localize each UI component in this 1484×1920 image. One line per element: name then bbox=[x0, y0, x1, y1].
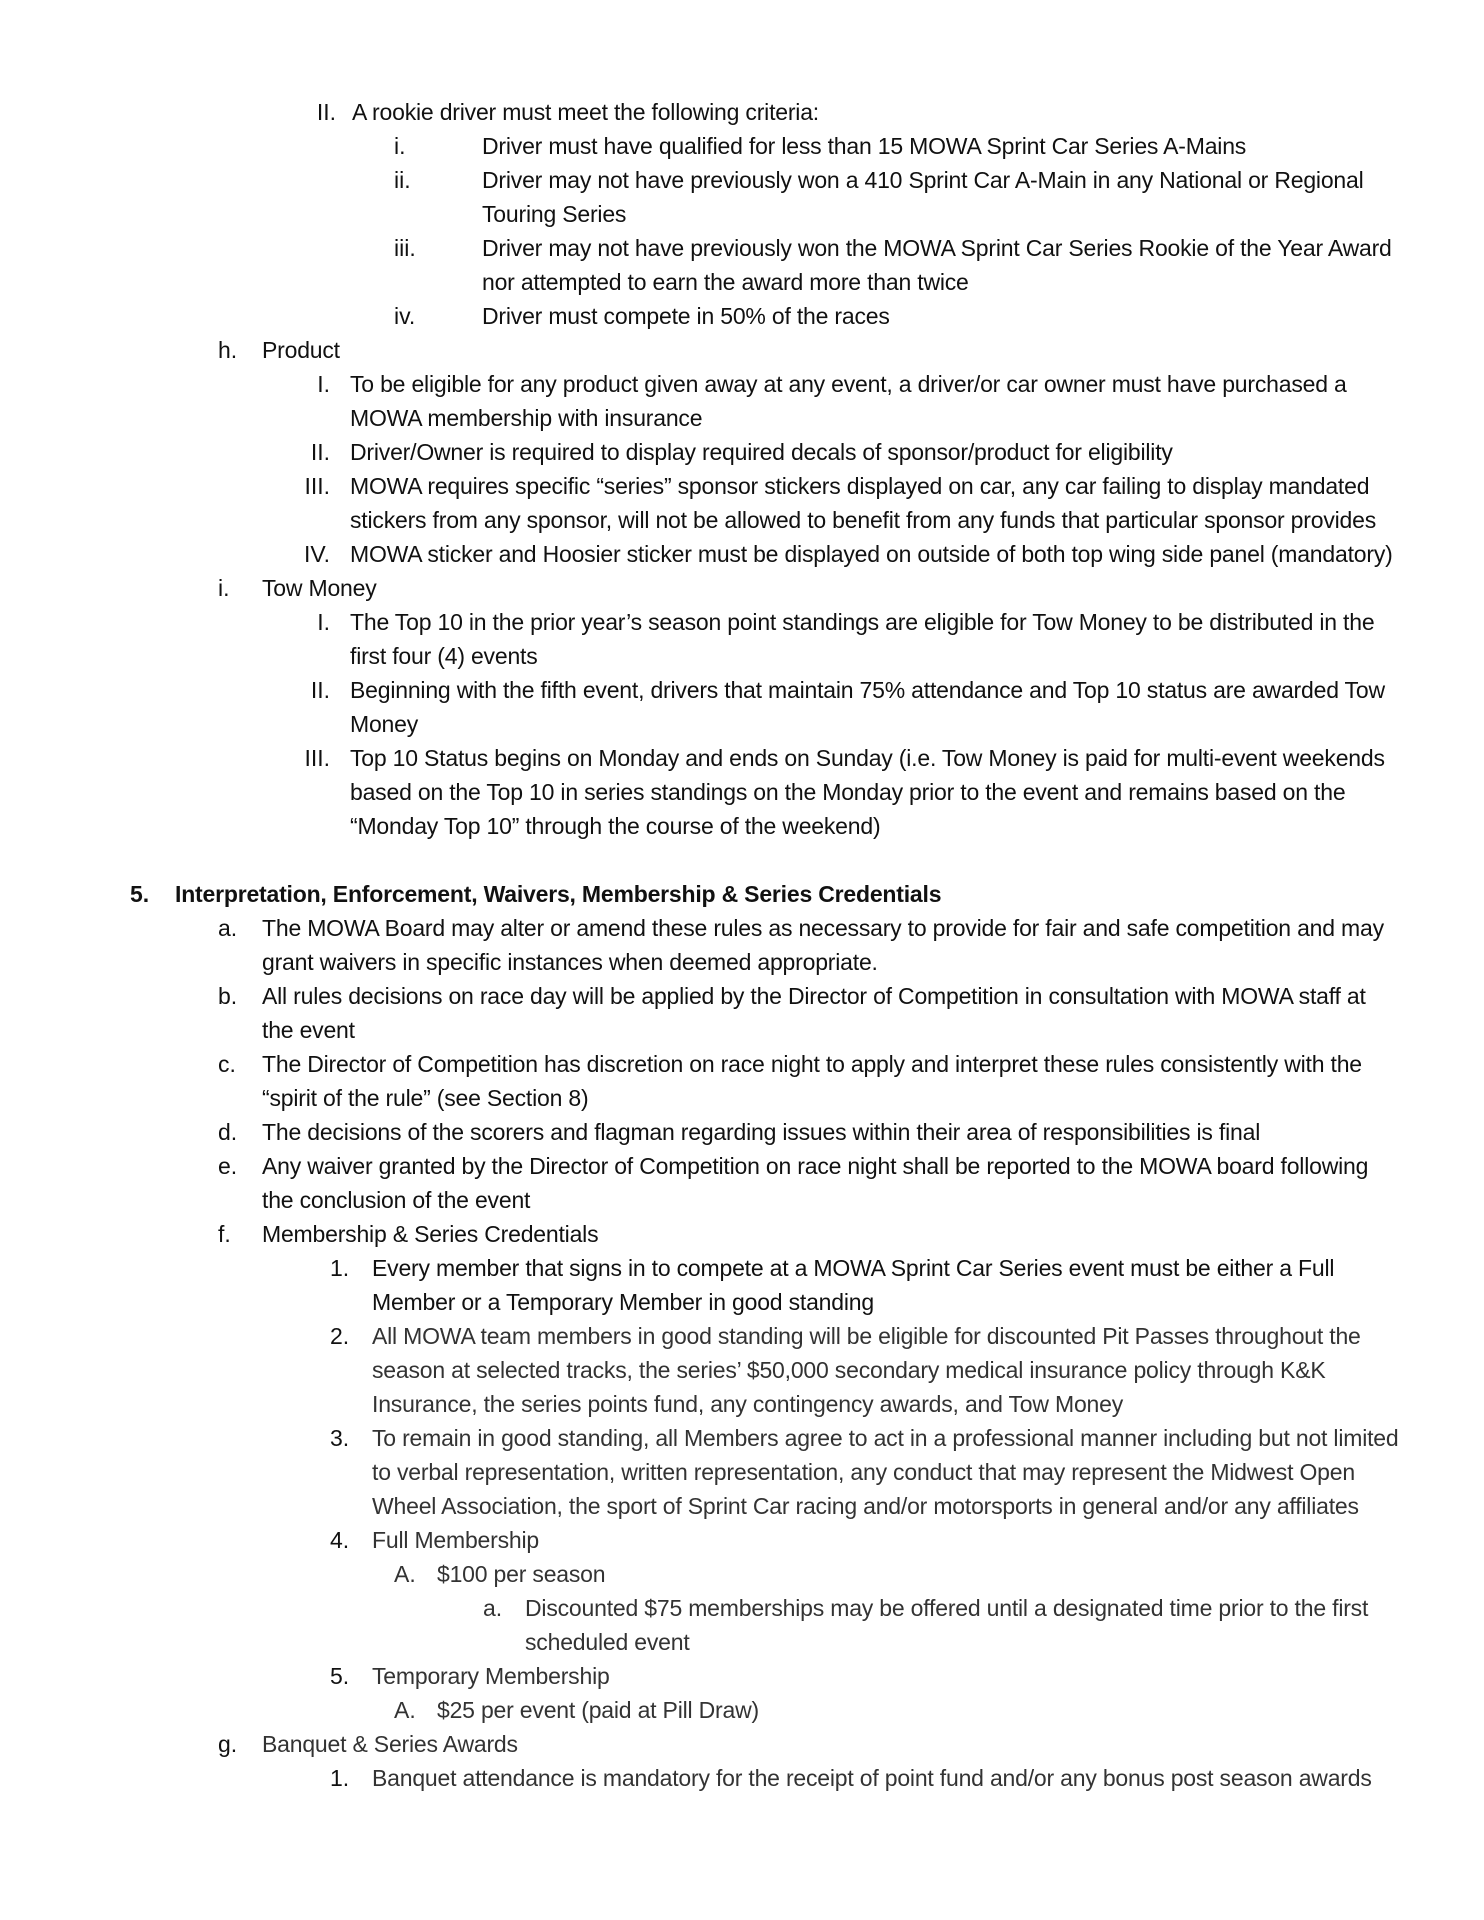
list-item-text: Member or a Temporary Member in good standing bbox=[372, 1289, 874, 1315]
list-item-text: Driver must compete in 50% of the races bbox=[482, 303, 890, 329]
list-item-text: the event bbox=[262, 1017, 355, 1043]
list-marker: i. bbox=[218, 575, 230, 601]
list-item-text: Driver may not have previously won a 410 Sprint Car A-Main in any National or Regional bbox=[482, 167, 1364, 193]
list-item-text: Wheel Association, the sport of Sprint Car racing and/or motorsports in general and/or any affiliates bbox=[372, 1493, 1359, 1519]
list-item-text: MOWA sticker and Hoosier sticker must be displayed on outside of both top wing side panel (mandatory) bbox=[350, 541, 1393, 567]
list-item-text: $100 per season bbox=[437, 1561, 606, 1587]
list-marker: II. bbox=[310, 439, 330, 465]
section-heading: Tow Money bbox=[262, 575, 377, 601]
list-marker: a. bbox=[218, 915, 238, 941]
list-item-text: grant waivers in specific instances when deemed appropriate. bbox=[262, 949, 878, 975]
section-title: Interpretation, Enforcement, Waivers, Membership & Series Credentials bbox=[175, 881, 942, 907]
list-item-text: “spirit of the rule” (see Section 8) bbox=[262, 1085, 589, 1111]
list-item-text: nor attempted to earn the award more than twice bbox=[482, 269, 969, 295]
list-item-text: Full Membership bbox=[372, 1527, 539, 1553]
list-item-text: The Director of Competition has discretion on race night to apply and interpret these rules consistently with the bbox=[262, 1051, 1362, 1077]
list-item-text: Driver/Owner is required to display required decals of sponsor/product for eligibility bbox=[350, 439, 1173, 465]
list-marker: 2. bbox=[330, 1323, 350, 1349]
section-number: 5. bbox=[130, 881, 150, 907]
list-marker: c. bbox=[218, 1051, 236, 1077]
list-item-text: scheduled event bbox=[525, 1629, 690, 1655]
list-item-text: To remain in good standing, all Members agree to act in a professional manner including but not limited bbox=[372, 1425, 1399, 1451]
list-marker: g. bbox=[218, 1731, 238, 1757]
list-item-text: All MOWA team members in good standing will be eligible for discounted Pit Passes throughout the bbox=[372, 1323, 1361, 1349]
list-marker: III. bbox=[304, 473, 330, 499]
section-heading: Membership & Series Credentials bbox=[262, 1221, 599, 1247]
list-item-text: A rookie driver must meet the following criteria: bbox=[352, 99, 820, 125]
section-heading: Banquet & Series Awards bbox=[262, 1731, 518, 1757]
list-marker: III. bbox=[304, 745, 330, 771]
list-marker: 4. bbox=[330, 1527, 350, 1553]
list-item-text: Every member that signs in to compete at a MOWA Sprint Car Series event must be either a Full bbox=[372, 1255, 1335, 1281]
list-marker: d. bbox=[218, 1119, 238, 1145]
list-item-text: stickers from any sponsor, will not be allowed to benefit from any funds that particular sponsor provides bbox=[350, 507, 1377, 533]
list-item-text: Driver may not have previously won the MOWA Sprint Car Series Rookie of the Year Award bbox=[482, 235, 1392, 261]
list-item-text: Any waiver granted by the Director of Competition on race night shall be reported to the MOWA board following bbox=[262, 1153, 1369, 1179]
list-item-text: All rules decisions on race day will be applied by the Director of Competition in consultation with MOWA staff at bbox=[262, 983, 1366, 1009]
list-item-text: Touring Series bbox=[482, 201, 627, 227]
list-item-text: Top 10 Status begins on Monday and ends on Sunday (i.e. Tow Money is paid for multi-event weekends bbox=[350, 745, 1385, 771]
list-marker: II. bbox=[316, 99, 336, 125]
list-marker: a. bbox=[483, 1595, 503, 1621]
list-item-text: The MOWA Board may alter or amend these rules as necessary to provide for fair and safe competition and may bbox=[262, 915, 1384, 941]
list-item-text: $25 per event (paid at Pill Draw) bbox=[437, 1697, 759, 1723]
list-marker: iv. bbox=[394, 303, 416, 329]
list-item-text: MOWA membership with insurance bbox=[350, 405, 703, 431]
list-marker: ii. bbox=[394, 167, 411, 193]
list-marker: e. bbox=[218, 1153, 238, 1179]
list-item-text: To be eligible for any product given away at any event, a driver/or car owner must have purchased a bbox=[350, 371, 1347, 397]
list-item-text: first four (4) events bbox=[350, 643, 538, 669]
list-item-text: “Monday Top 10” through the course of the weekend) bbox=[350, 813, 881, 839]
list-item-text: Beginning with the fifth event, drivers that maintain 75% attendance and Top 10 status are awarded Tow bbox=[350, 677, 1385, 703]
list-marker: f. bbox=[218, 1221, 231, 1247]
list-marker: h. bbox=[218, 337, 238, 363]
list-item-text: Banquet attendance is mandatory for the receipt of point fund and/or any bonus post season awards bbox=[372, 1765, 1372, 1791]
list-item-text: Driver must have qualified for less than 15 MOWA Sprint Car Series A-Mains bbox=[482, 133, 1247, 159]
list-marker: II. bbox=[310, 677, 330, 703]
list-marker: 3. bbox=[330, 1425, 350, 1451]
list-item-text: season at selected tracks, the series’ $50,000 secondary medical insurance policy through K&K bbox=[372, 1357, 1326, 1383]
list-marker: i. bbox=[394, 133, 406, 159]
list-item-text: based on the Top 10 in series standings on the Monday prior to the event and remains based on the bbox=[350, 779, 1346, 805]
list-item-text: the conclusion of the event bbox=[262, 1187, 531, 1213]
list-marker: A. bbox=[394, 1561, 416, 1587]
list-marker: A. bbox=[394, 1697, 416, 1723]
list-marker: 5. bbox=[330, 1663, 350, 1689]
list-item-text: MOWA requires specific “series” sponsor stickers displayed on car, any car failing to display mandated bbox=[350, 473, 1370, 499]
list-item-text: The Top 10 in the prior year’s season point standings are eligible for Tow Money to be distributed in the bbox=[350, 609, 1375, 635]
list-item-text: Discounted $75 memberships may be offered until a designated time prior to the first bbox=[525, 1595, 1369, 1621]
list-marker: I. bbox=[317, 371, 330, 397]
list-marker: IV. bbox=[303, 541, 330, 567]
list-item-text: Money bbox=[350, 711, 419, 737]
list-item-text: Insurance, the series points fund, any contingency awards, and Tow Money bbox=[372, 1391, 1124, 1417]
list-item-text: to verbal representation, written representation, any conduct that may represent the Midwest Open bbox=[372, 1459, 1355, 1485]
list-item-text: The decisions of the scorers and flagman regarding issues within their area of responsibilities is final bbox=[262, 1119, 1261, 1145]
list-marker: 1. bbox=[330, 1255, 350, 1281]
list-marker: b. bbox=[218, 983, 238, 1009]
list-marker: iii. bbox=[394, 235, 416, 261]
list-item-text: Temporary Membership bbox=[372, 1663, 610, 1689]
list-marker: I. bbox=[317, 609, 330, 635]
section-heading: Product bbox=[262, 337, 340, 363]
list-marker: 1. bbox=[330, 1765, 350, 1791]
